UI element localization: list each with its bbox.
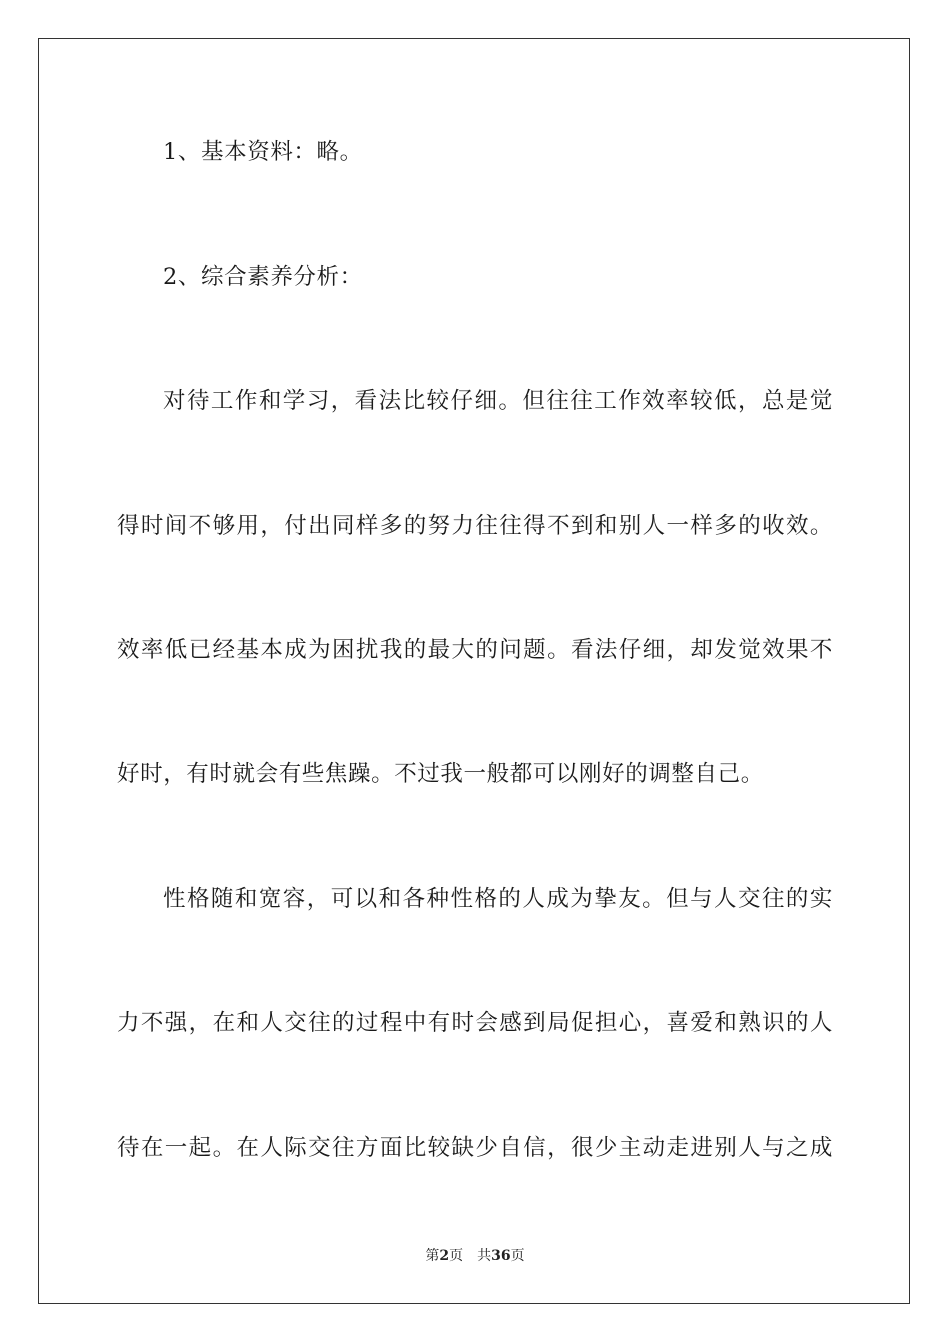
- total-unit: 页: [510, 1248, 525, 1264]
- text-line-6: 好时，有时就会有些焦躁。不过我一般都可以刚好的调整自己。: [117, 761, 764, 787]
- text-line-9: 待在一起。在人际交往方面比较缺少自信，很少主动走进别人与之成: [117, 1135, 833, 1161]
- total-prefix: 共: [477, 1248, 492, 1264]
- text-line-7: 性格随和宽容，可以和各种性格的人成为挚友。但与人交往的实: [163, 886, 833, 912]
- text-line-8: 力不强，在和人交往的过程中有时会感到局促担心，喜爱和熟识的人: [117, 1010, 833, 1036]
- page-footer: [0, 1247, 950, 1265]
- page-frame: [38, 38, 910, 1304]
- text-line-3: 对待工作和学习，看法比较仔细。但往往工作效率较低，总是觉: [163, 388, 833, 414]
- total-pages: 36: [491, 1248, 511, 1264]
- text-line-1: 1、基本资料：略。: [163, 139, 363, 165]
- text-line-5: 效率低已经基本成为困扰我的最大的问题。看法仔细，却发觉效果不: [117, 637, 833, 663]
- text-line-2: 2、综合素养分析：: [163, 264, 363, 290]
- page-prefix: 第: [425, 1248, 440, 1264]
- page-unit: 页: [449, 1248, 464, 1264]
- text-line-4: 得时间不够用，付出同样多的努力往往得不到和别人一样多的收效。: [117, 513, 833, 539]
- page-number: 2: [439, 1248, 450, 1264]
